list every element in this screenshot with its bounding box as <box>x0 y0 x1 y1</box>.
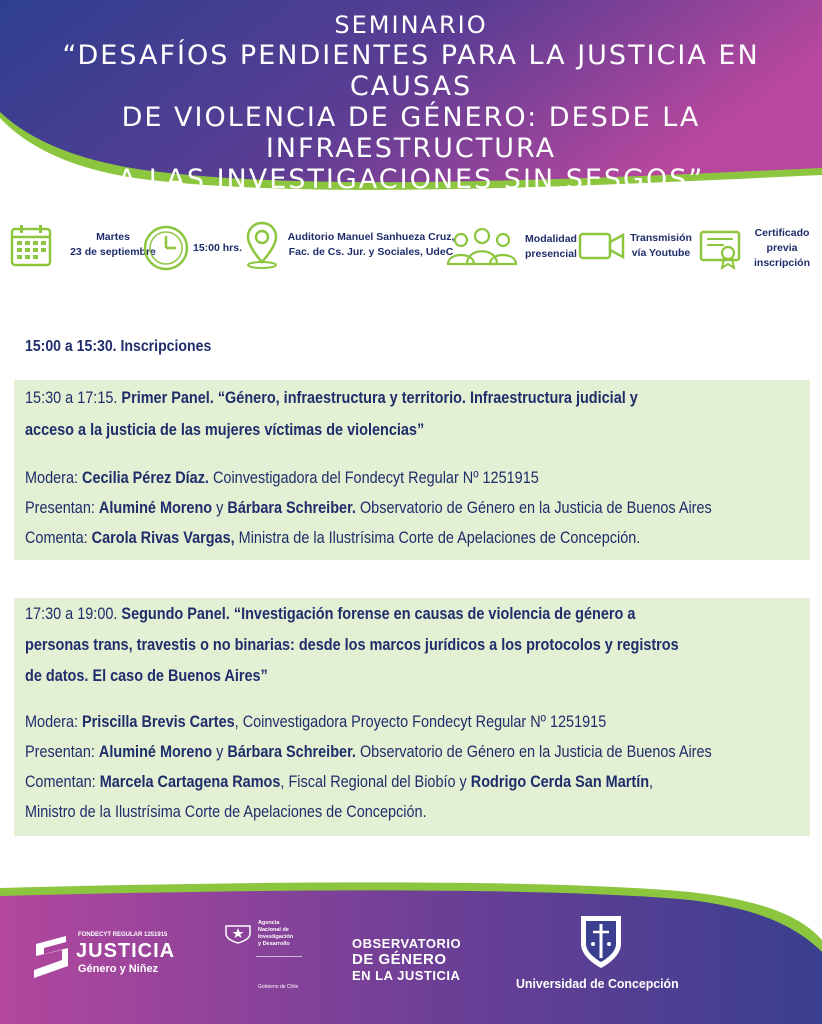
panel-2-presenters-role: Presentan: <box>25 742 95 761</box>
mode-line-2: presencial <box>525 248 577 260</box>
observatorio-line-2: DE GÉNERO <box>352 951 447 968</box>
panel-2-moderator-name: Priscilla Brevis Cartes <box>82 712 235 731</box>
anid-text <box>258 920 293 948</box>
info-certificate <box>698 226 822 271</box>
anid-line-4: y Desarrollo <box>258 941 290 947</box>
panel-2-presenter-2: Bárbara Schreiber. <box>227 742 356 761</box>
title-block <box>0 10 822 195</box>
panel-1-comment-desc: Ministra de la Ilustrísima Corte de Apelaciones de Concepción. <box>238 528 641 547</box>
mode-line-1: Modalidad <box>525 233 577 245</box>
panel-2-time: 17:30 a 19:00. <box>25 604 118 623</box>
panel-1-presenter-1: Aluminé Moreno <box>98 498 213 517</box>
title-line-2: DE VIOLENCIA DE GÉNERO: DESDE LA INFRAESTRUCTURA <box>121 102 701 164</box>
panel-2-comment <box>25 772 653 792</box>
panel-1-moderator-name: Cecilia Pérez Díaz. <box>82 468 209 487</box>
anid-line-3: Investigación <box>258 934 294 940</box>
title-line-3: A LAS INVESTIGACIONES SIN SESGOS” <box>117 164 705 195</box>
panel-1-presenters <box>25 498 712 518</box>
date-weekday: Martes <box>96 231 130 243</box>
info-mode <box>445 228 581 266</box>
observatorio-logo <box>352 936 461 984</box>
panel-1-moderator-desc: Coinvestigadora del Fondecyt Regular Nº 1251915 <box>212 468 539 487</box>
place-line-1: Auditorio Manuel Sanhueza Cruz, <box>287 231 455 243</box>
udec-logo <box>512 914 692 1014</box>
panel-1-comment-name: Carola Rivas Vargas, <box>91 528 235 547</box>
panel-1-comment <box>25 528 640 548</box>
panel-1-title-2: acceso a la justicia de las mujeres víctimas de violencias” <box>25 420 425 439</box>
panel-1-heading <box>25 388 638 408</box>
anid-logo <box>222 918 312 998</box>
justicia-fondecyt: FONDECYT REGULAR 1251915 <box>78 932 168 938</box>
panel-2-heading <box>25 604 635 624</box>
seminar-kicker: SEMINARIO <box>334 11 488 39</box>
place-line-2: Fac. de Cs. Jur. y Sociales, UdeC <box>288 246 454 258</box>
panel-2-comment-role: Comentan: <box>25 772 96 791</box>
time-text: 15:00 hrs. <box>193 241 243 254</box>
panel-2-comment-name-1: Marcela Cartagena Ramos <box>99 772 281 791</box>
stream-line-1: Transmisión <box>630 232 692 244</box>
info-stream <box>578 230 696 262</box>
anid-divider <box>256 956 302 957</box>
panel-2-comment-desc-1: , Fiscal Regional del Biobío y <box>280 772 467 791</box>
justicia-title: JUSTICIA <box>76 940 176 962</box>
footer-banner <box>0 880 822 1024</box>
udec-name: Universidad de Concepción <box>516 976 679 991</box>
date-day: 23 de septiembre <box>70 246 156 258</box>
panel-2-title-1: “Investigación forense en causas de violencia de género a <box>233 604 636 623</box>
title-line-1: “DESAFÍOS PENDIENTES PARA LA JUSTICIA EN CAUSAS <box>62 40 760 102</box>
panel-1-moderator-role: Modera: <box>25 468 79 487</box>
panel-2 <box>14 598 810 836</box>
panel-2-moderator-role: Modera: <box>25 712 79 731</box>
panel-1-time: 15:30 a 17:15. <box>25 388 118 407</box>
calendar-icon <box>10 222 52 268</box>
panel-2-comment-desc-3: Ministro de la Ilustrísima Corte de Apelaciones de Concepción. <box>25 802 427 821</box>
panel-1-presenters-role: Presentan: <box>25 498 95 517</box>
observatorio-line-3: EN LA JUSTICIA <box>352 968 461 983</box>
panel-1-moderator <box>25 468 539 488</box>
location-pin-icon <box>245 220 279 270</box>
panel-1-label: Primer Panel. <box>121 388 214 407</box>
people-icon <box>445 228 519 266</box>
observatorio-line-1: OBSERVATORIO <box>352 936 462 951</box>
panel-2-presenters <box>25 742 712 762</box>
panel-2-comment-name-2: Rodrigo Cerda San Martín <box>470 772 650 791</box>
panel-1-presenters-desc: Observatorio de Género en la Justicia de Buenos Aires <box>359 498 712 517</box>
panel-2-and: y <box>216 742 224 761</box>
udec-crest-icon <box>578 914 624 970</box>
panel-2-comment-desc-2: , <box>649 772 654 791</box>
panel-2-moderator <box>25 712 606 732</box>
panel-2-presenters-desc: Observatorio de Género en la Justicia de Buenos Aires <box>359 742 712 761</box>
panel-2-presenter-1: Aluminé Moreno <box>98 742 213 761</box>
event-info-row <box>0 220 822 280</box>
panel-2-moderator-desc: , Coinvestigadora Proyecto Fondecyt Regular Nº 1251915 <box>234 712 607 731</box>
panel-2-label: Segundo Panel. <box>121 604 230 623</box>
registration-slot: 15:00 a 15:30. Inscripciones <box>25 338 212 355</box>
panel-1 <box>14 380 810 560</box>
anid-line-1: Agencia <box>258 920 280 926</box>
info-time <box>143 225 242 271</box>
justicia-mark-icon <box>28 930 72 982</box>
panel-1-and: y <box>216 498 224 517</box>
header-banner <box>0 0 822 200</box>
cert-line-2: previa inscripción <box>753 242 810 269</box>
stream-line-2: vía Youtube <box>631 247 691 259</box>
chile-shield-icon <box>224 922 252 944</box>
panel-1-presenter-2: Bárbara Schreiber. <box>227 498 356 517</box>
clock-icon <box>143 225 189 271</box>
anid-gov: Gobierno de Chile <box>258 984 299 990</box>
panel-2-title-2: personas trans, travestis o no binarias: desde los marcos jurídicos a los protocolos y registros <box>25 635 679 654</box>
video-camera-icon <box>578 230 626 262</box>
panel-1-title-1: “Género, infraestructura y territorio. Infraestructura judicial y <box>217 388 638 407</box>
panel-1-comment-role: Comenta: <box>25 528 88 547</box>
cert-line-1: Certificado <box>754 227 810 239</box>
anid-line-2: Nacional de <box>258 927 289 933</box>
certificate-icon <box>698 227 742 271</box>
justicia-subtitle: Género y Niñez <box>78 963 159 975</box>
info-place <box>245 220 461 270</box>
panel-2-title-3: de datos. El caso de Buenos Aires” <box>25 666 268 685</box>
